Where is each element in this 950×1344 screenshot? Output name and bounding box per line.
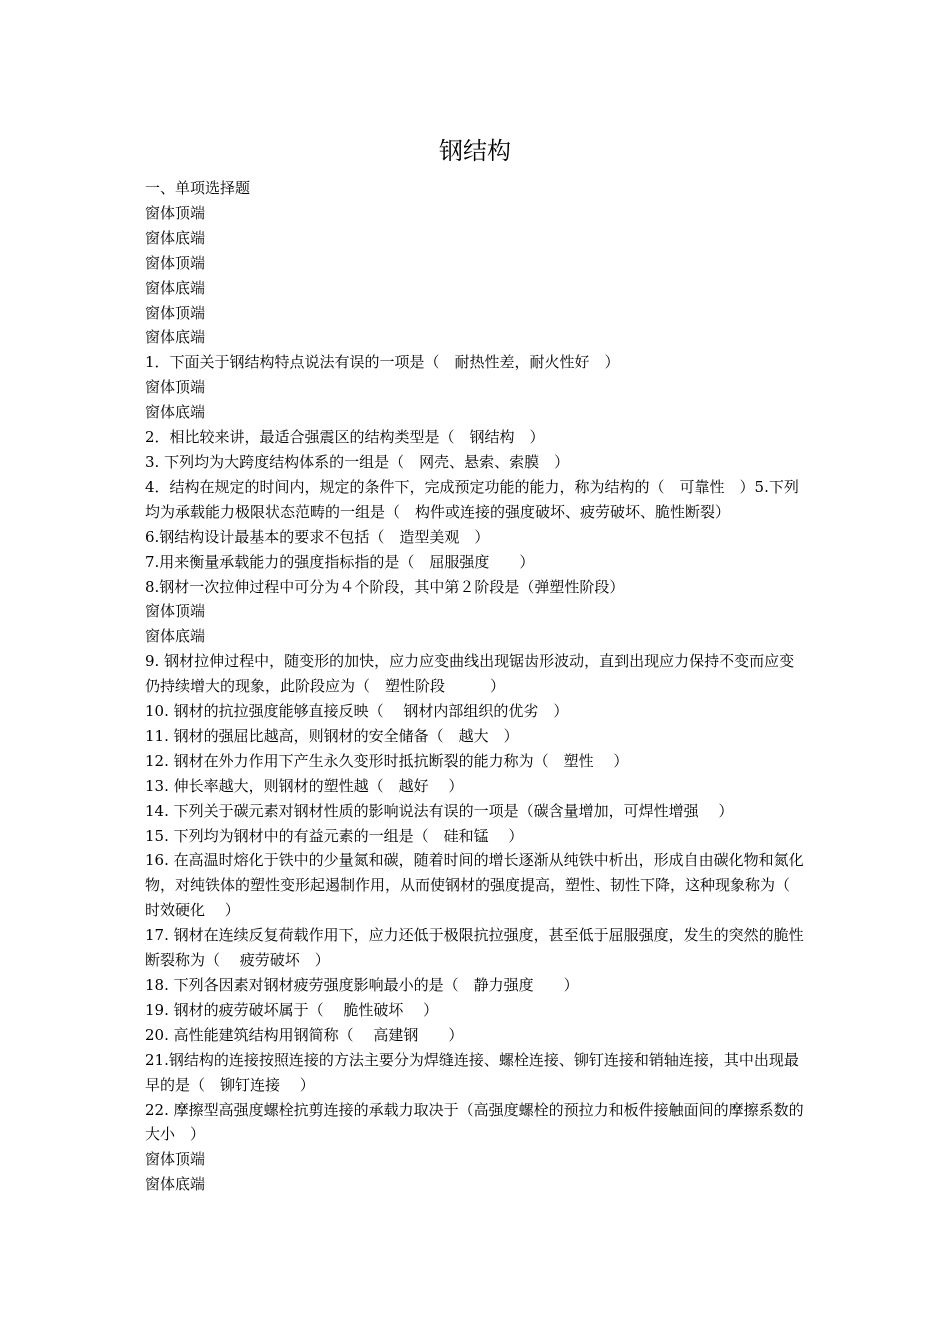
text-line: 一、单项选择题 (145, 179, 251, 197)
text-line: 窗体底端 (145, 228, 206, 247)
text-line: 4．结构在规定的时间内，规定的条件下，完成预定功能的能力，称为结构的（ 可靠性 ）5.下列均为承载能力极限状态范畴的一组是（ 构件或连接的强度破坏、疲劳破坏、脆性断裂） (145, 477, 799, 521)
text-line: 20. 高性能建筑结构用钢简称（ 高建钢 ） (145, 1025, 464, 1044)
text-line: 窗体底端 (145, 328, 206, 347)
text-line: 10. 钢材的抗拉强度能够直接反映（ 钢材内部组织的优劣 ） (145, 702, 569, 721)
text-line: 窗体顶端 (145, 253, 206, 272)
text-line: 窗体顶端 (145, 378, 206, 397)
text-line: 11. 钢材的强屈比越高，则钢材的安全储备（ 越大 ） (145, 726, 519, 745)
text-line: 13. 伸长率越大，则钢材的塑性越（ 越好 ） (145, 776, 464, 795)
text-line: 9. 钢材拉伸过程中，随变形的加快，应力应变曲线出现锯齿形波动，直到出现应力保持不变而应变仍持续增大的现象，此阶段应为（ 塑性阶段 ） (145, 652, 795, 696)
text-line: 3. 下列均为大跨度结构体系的一组是（ 网壳、悬索、索膜 ） (145, 452, 570, 471)
document-title: 钢结构 (439, 137, 511, 165)
text-line: 窗体底端 (145, 403, 206, 422)
text-line: 窗体顶端 (145, 1150, 206, 1169)
document-body (145, 176, 810, 1197)
text-line: 17. 钢材在连续反复荷载作用下，应力还低于极限抗拉强度，甚至低于屈服强度，发生的突然的脆性断裂称为（ 疲劳破坏 ） (145, 926, 804, 970)
text-line: 1．下面关于钢结构特点说法有误的一项是（ 耐热性差，耐火性好 ） (145, 353, 620, 372)
text-line: 16. 在高温时熔化于铁中的少量氮和碳，随着时间的增长逐渐从纯铁中析出，形成自由碳化物和氮化物，对纯铁体的塑性变形起遏制作用，从而使钢材的强度提高，塑性、韧性下降，这种现象称为（ 时效硬化 ） (145, 851, 810, 920)
text-line: 7.用来衡量承载能力的强度指标指的是（ 屈服强度 ） (145, 552, 535, 571)
text-line: 18. 下列各因素对钢材疲劳强度影响最小的是（ 静力强度 ） (145, 976, 579, 994)
text-line: 窗体底端 (145, 278, 206, 297)
text-line: 6.钢结构设计最基本的要求不包括（ 造型美观 ） (145, 527, 490, 546)
text-line: 19. 钢材的疲劳破坏属于（ 脆性破坏 ） (145, 1000, 439, 1019)
text-line: 2．相比较来讲，最适合强震区的结构类型是（ 钢结构 ） (145, 428, 545, 447)
text-line: 8.钢材一次拉伸过程中可分为４个阶段，其中第２阶段是（弹塑性阶段） (145, 577, 625, 596)
text-line: 22. 摩擦型高强度螺栓抗剪连接的承载力取决于（高强度螺栓的预拉力和板件接触面间的摩擦系数的大小 ） (145, 1100, 804, 1144)
text-line: 窗体顶端 (145, 303, 206, 322)
text-line: 12. 钢材在外力作用下产生永久变形时抵抗断裂的能力称为（ 塑性 ） (145, 751, 629, 770)
text-line: 21.钢结构的连接按照连接的方法主要分为焊缝连接、螺栓连接、铆钉连接和销轴连接，其中出现最早的是（ 铆钉连接 ） (145, 1050, 799, 1094)
text-line: 窗体顶端 (145, 203, 206, 222)
text-line: 14. 下列关于碳元素对钢材性质的影响说法有误的一项是（碳含量增加，可焊性增强 ） (145, 801, 734, 820)
text-line: 窗体底端 (145, 627, 206, 646)
text-line: 15. 下列均为钢材中的有益元素的一组是（ 硅和锰 ） (145, 826, 524, 845)
text-line: 窗体顶端 (145, 602, 206, 621)
text-line: 窗体底端 (145, 1175, 206, 1194)
